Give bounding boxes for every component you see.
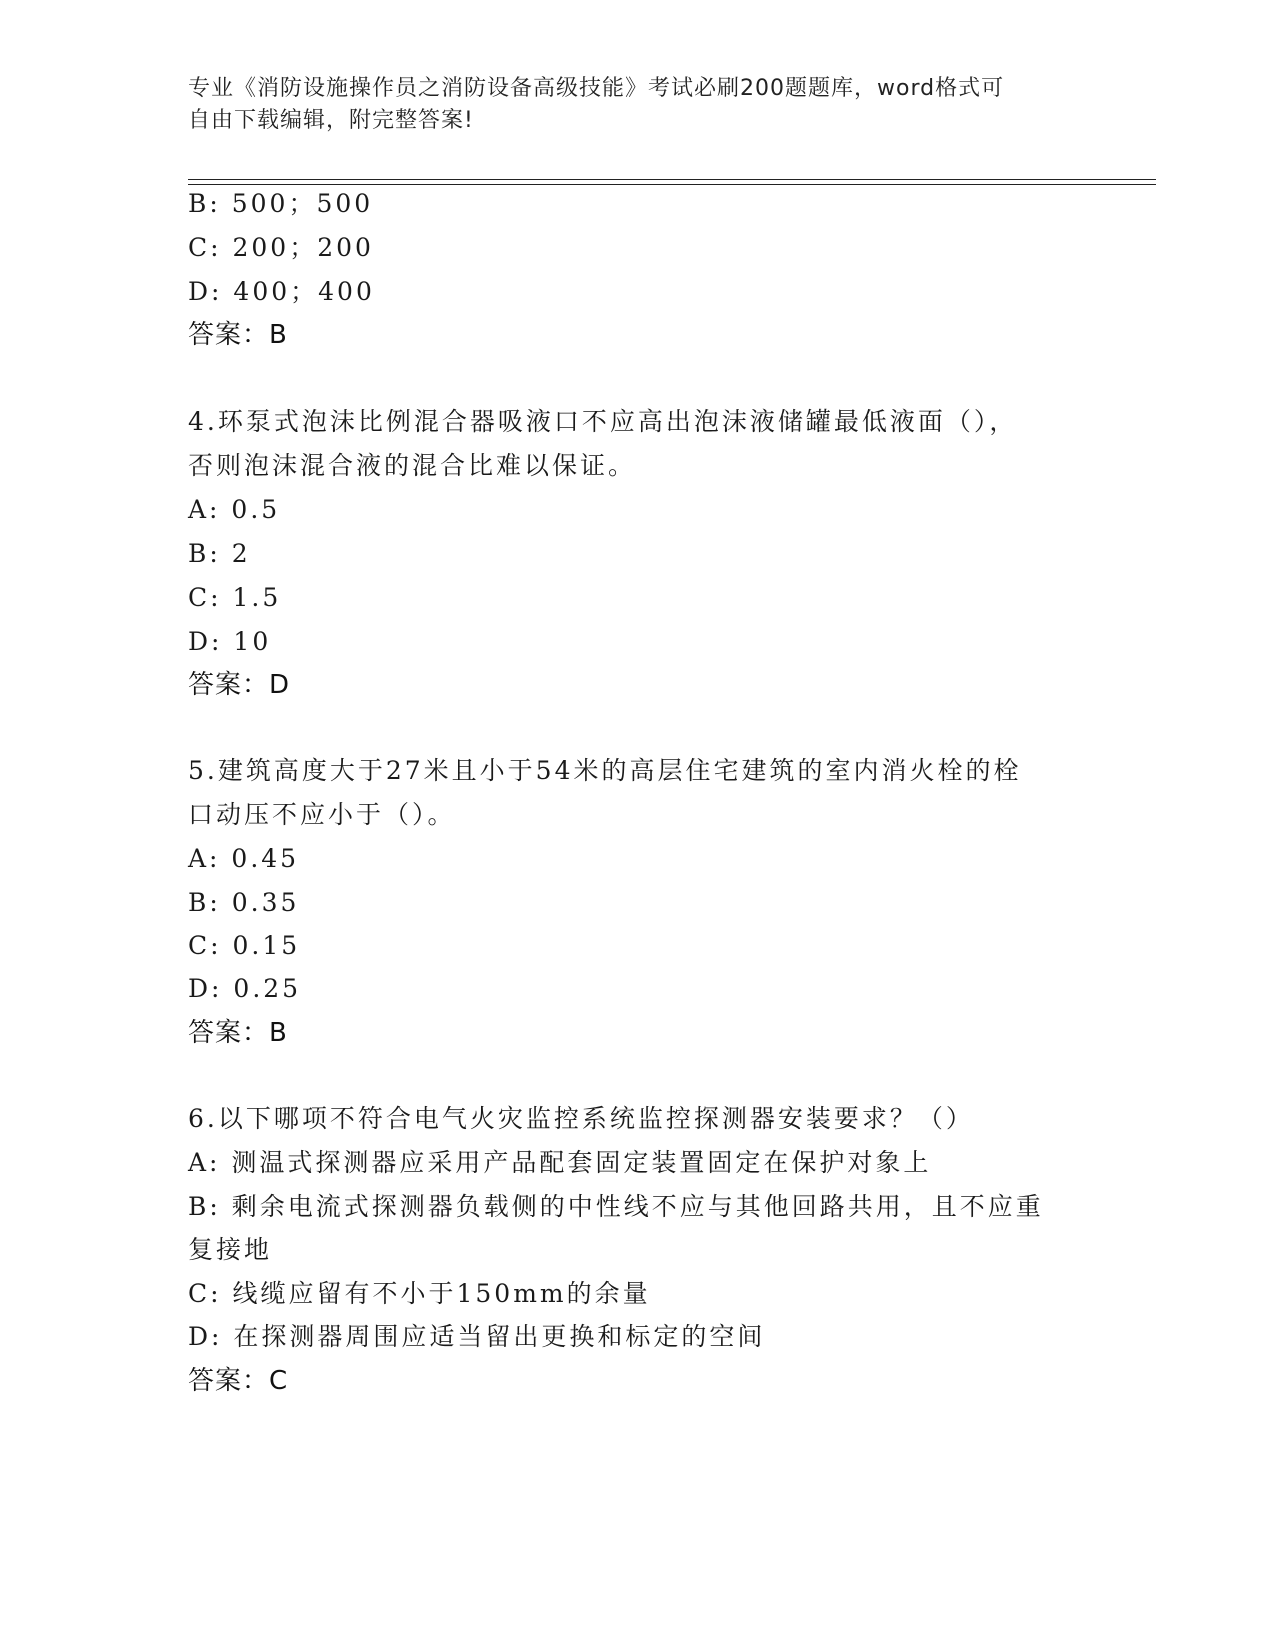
document-header (188, 73, 1068, 137)
q3-option-d: D: 400；400 (188, 277, 375, 306)
q6-option-a: A: 测温式探测器应采用产品配套固定装置固定在保护对象上 (188, 1148, 932, 1177)
q4-answer: 答案：D (188, 670, 291, 700)
q5-option-c: C: 0.15 (188, 931, 301, 960)
q4-option-b: B: 2 (188, 539, 251, 568)
header-divider-bottom (188, 184, 1156, 185)
q4-stem-line-1: 4.环泵式泡沫比例混合器吸液口不应高出泡沫液储罐最低液面（）， (188, 407, 1018, 436)
q3-option-c: C: 200；200 (188, 233, 374, 262)
q5-option-b: B: 0.35 (188, 888, 300, 917)
q4-option-c: C: 1.5 (188, 583, 282, 612)
q3-answer: 答案：B (188, 320, 288, 350)
q3-option-b: B: 500；500 (188, 189, 374, 218)
q5-option-a: A: 0.45 (188, 844, 300, 873)
header-divider-top (188, 179, 1156, 180)
q4-stem-line-2: 否则泡沫混合液的混合比难以保证。 (188, 451, 637, 480)
q6-answer: 答案：C (188, 1366, 289, 1396)
q6-option-c: C: 线缆应留有不小于150mm的余量 (188, 1279, 651, 1308)
header-line-1: 专业《消防设施操作员之消防设备高级技能》考试必刷200题题库，word格式可 (188, 76, 1005, 101)
q6-option-b-line-2: 复接地 (188, 1235, 273, 1264)
q5-answer: 答案：B (188, 1018, 288, 1048)
q5-stem-line-2: 口动压不应小于（）。 (188, 800, 456, 829)
q5-option-d: D: 0.25 (188, 974, 302, 1003)
q6-option-d: D: 在探测器周围应适当留出更换和标定的空间 (188, 1322, 766, 1351)
header-line-2: 自由下载编辑，附完整答案! (188, 108, 474, 133)
q4-option-a: A: 0.5 (188, 495, 281, 524)
q5-stem-line-1: 5.建筑高度大于27米且小于54米的高层住宅建筑的室内消火栓的栓 (188, 756, 1022, 785)
q4-option-d: D: 10 (188, 627, 272, 656)
q6-stem: 6.以下哪项不符合电气火灾监控系统监控探测器安装要求？（） (188, 1104, 974, 1133)
q6-option-b-line-1: B: 剩余电流式探测器负载侧的中性线不应与其他回路共用，且不应重 (188, 1192, 1044, 1221)
